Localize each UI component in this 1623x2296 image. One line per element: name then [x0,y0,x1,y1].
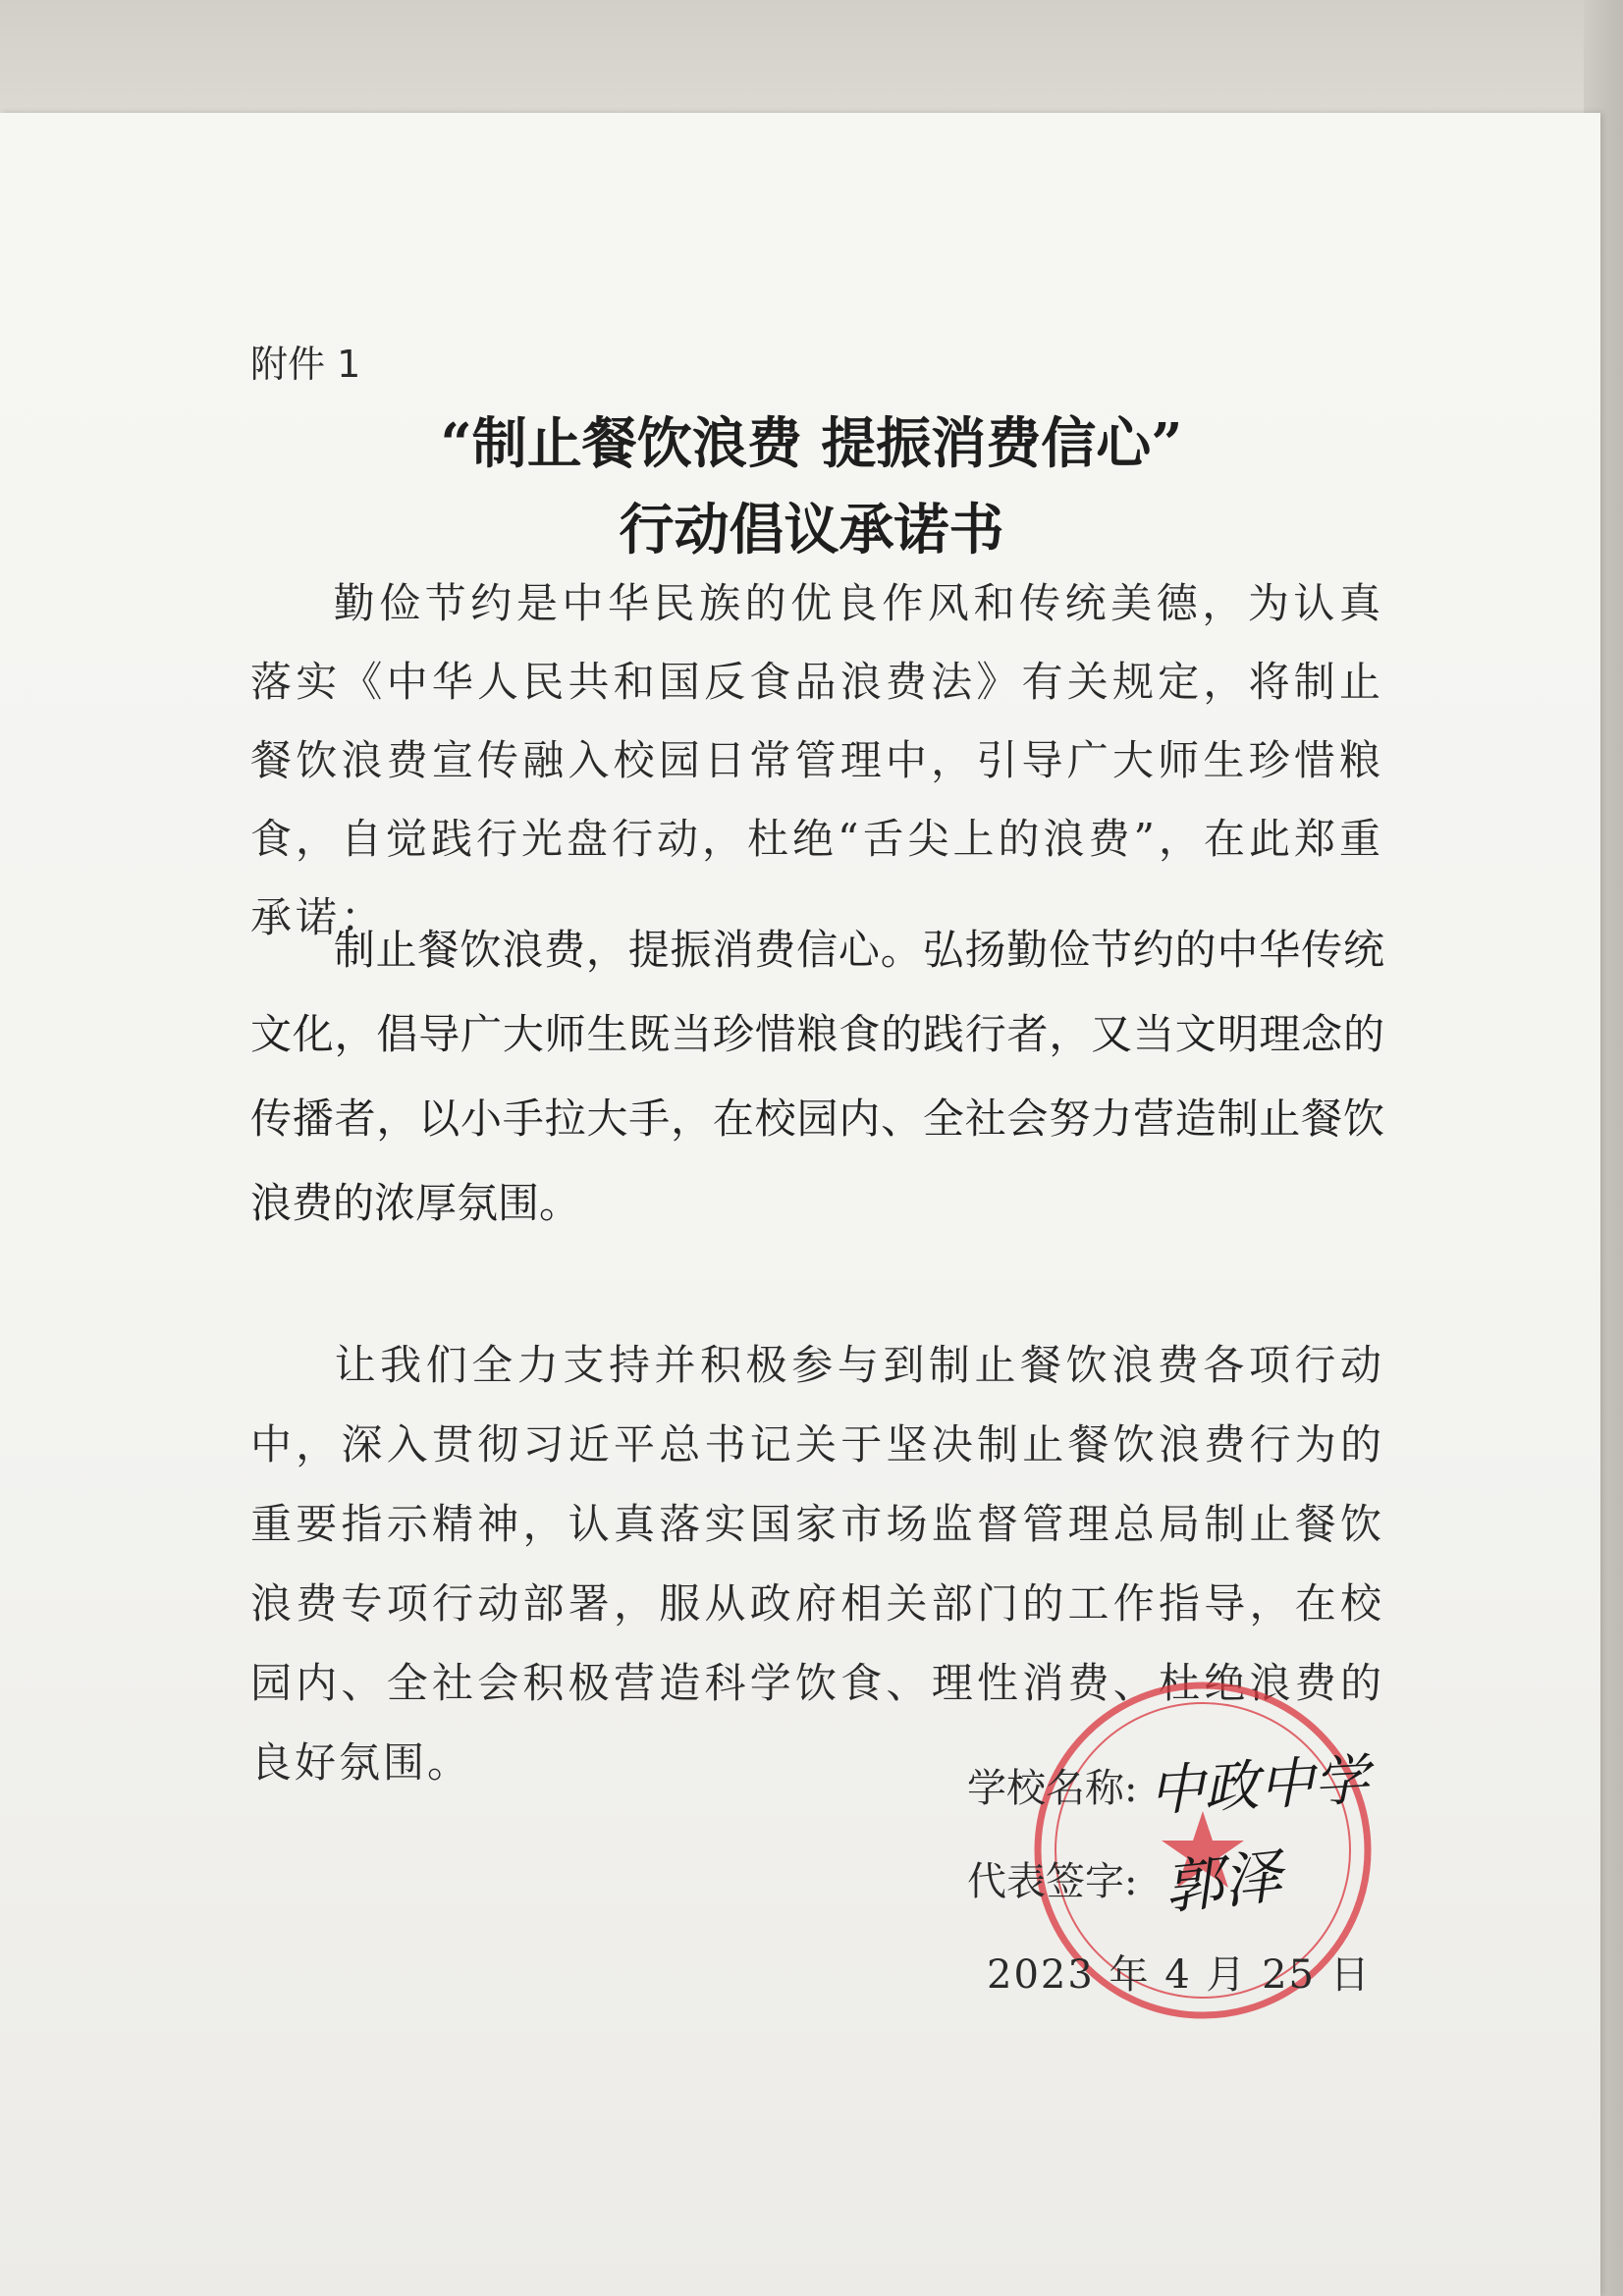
document-date: 2023 年 4 月 25 日 [987,1952,1372,1998]
school-name-label: 学校名称: [967,1766,1138,1811]
representative-signature-handwritten: 郭泽 [1161,1842,1285,1924]
attachment-label: 附件 1 [250,343,361,386]
representative-signature-label: 代表签字: [967,1859,1138,1904]
school-name-handwritten: 中政中学 [1147,1748,1371,1824]
paragraph-2 [250,908,1384,1246]
background-top [0,0,1623,113]
paragraph-1 [250,564,1384,957]
document-title-line1: “制止餐饮浪费 提振消费信心” [440,411,1183,476]
paragraph-1-text: 勤俭节约是中华民族的优良作风和传统美德，为认真落实《中华人民共和国反食品浪费法》有关规定，将制止餐饮浪费宣传融入校园日常管理中，引导广大师生珍惜粮食，自觉践行光盘行动，杜绝“舌尖上的浪费”，在此郑重承诺： [250,579,1384,941]
document-title-line2: 行动倡议承诺书 [619,498,1004,562]
paragraph-2-text: 制止餐饮浪费，提振消费信心。弘扬勤俭节约的中华传统文化，倡导广大师生既当珍惜粮食的践行者，又当文明理念的传播者，以小手拉大手，在校园内、全社会努力营造制止餐饮浪费的浓厚氛围。 [250,926,1384,1227]
paragraph-3-text: 让我们全力支持并积极参与到制止餐饮浪费各项行动中，深入贯彻习近平总书记关于坚决制止餐饮浪费行为的重要指示精神，认真落实国家市场监督管理总局制止餐饮浪费专项行动部署，服从政府相关部门的工作指导，在校园内、全社会积极营造科学饮食、理性消费、杜绝浪费的良好氛围。 [250,1341,1384,1787]
